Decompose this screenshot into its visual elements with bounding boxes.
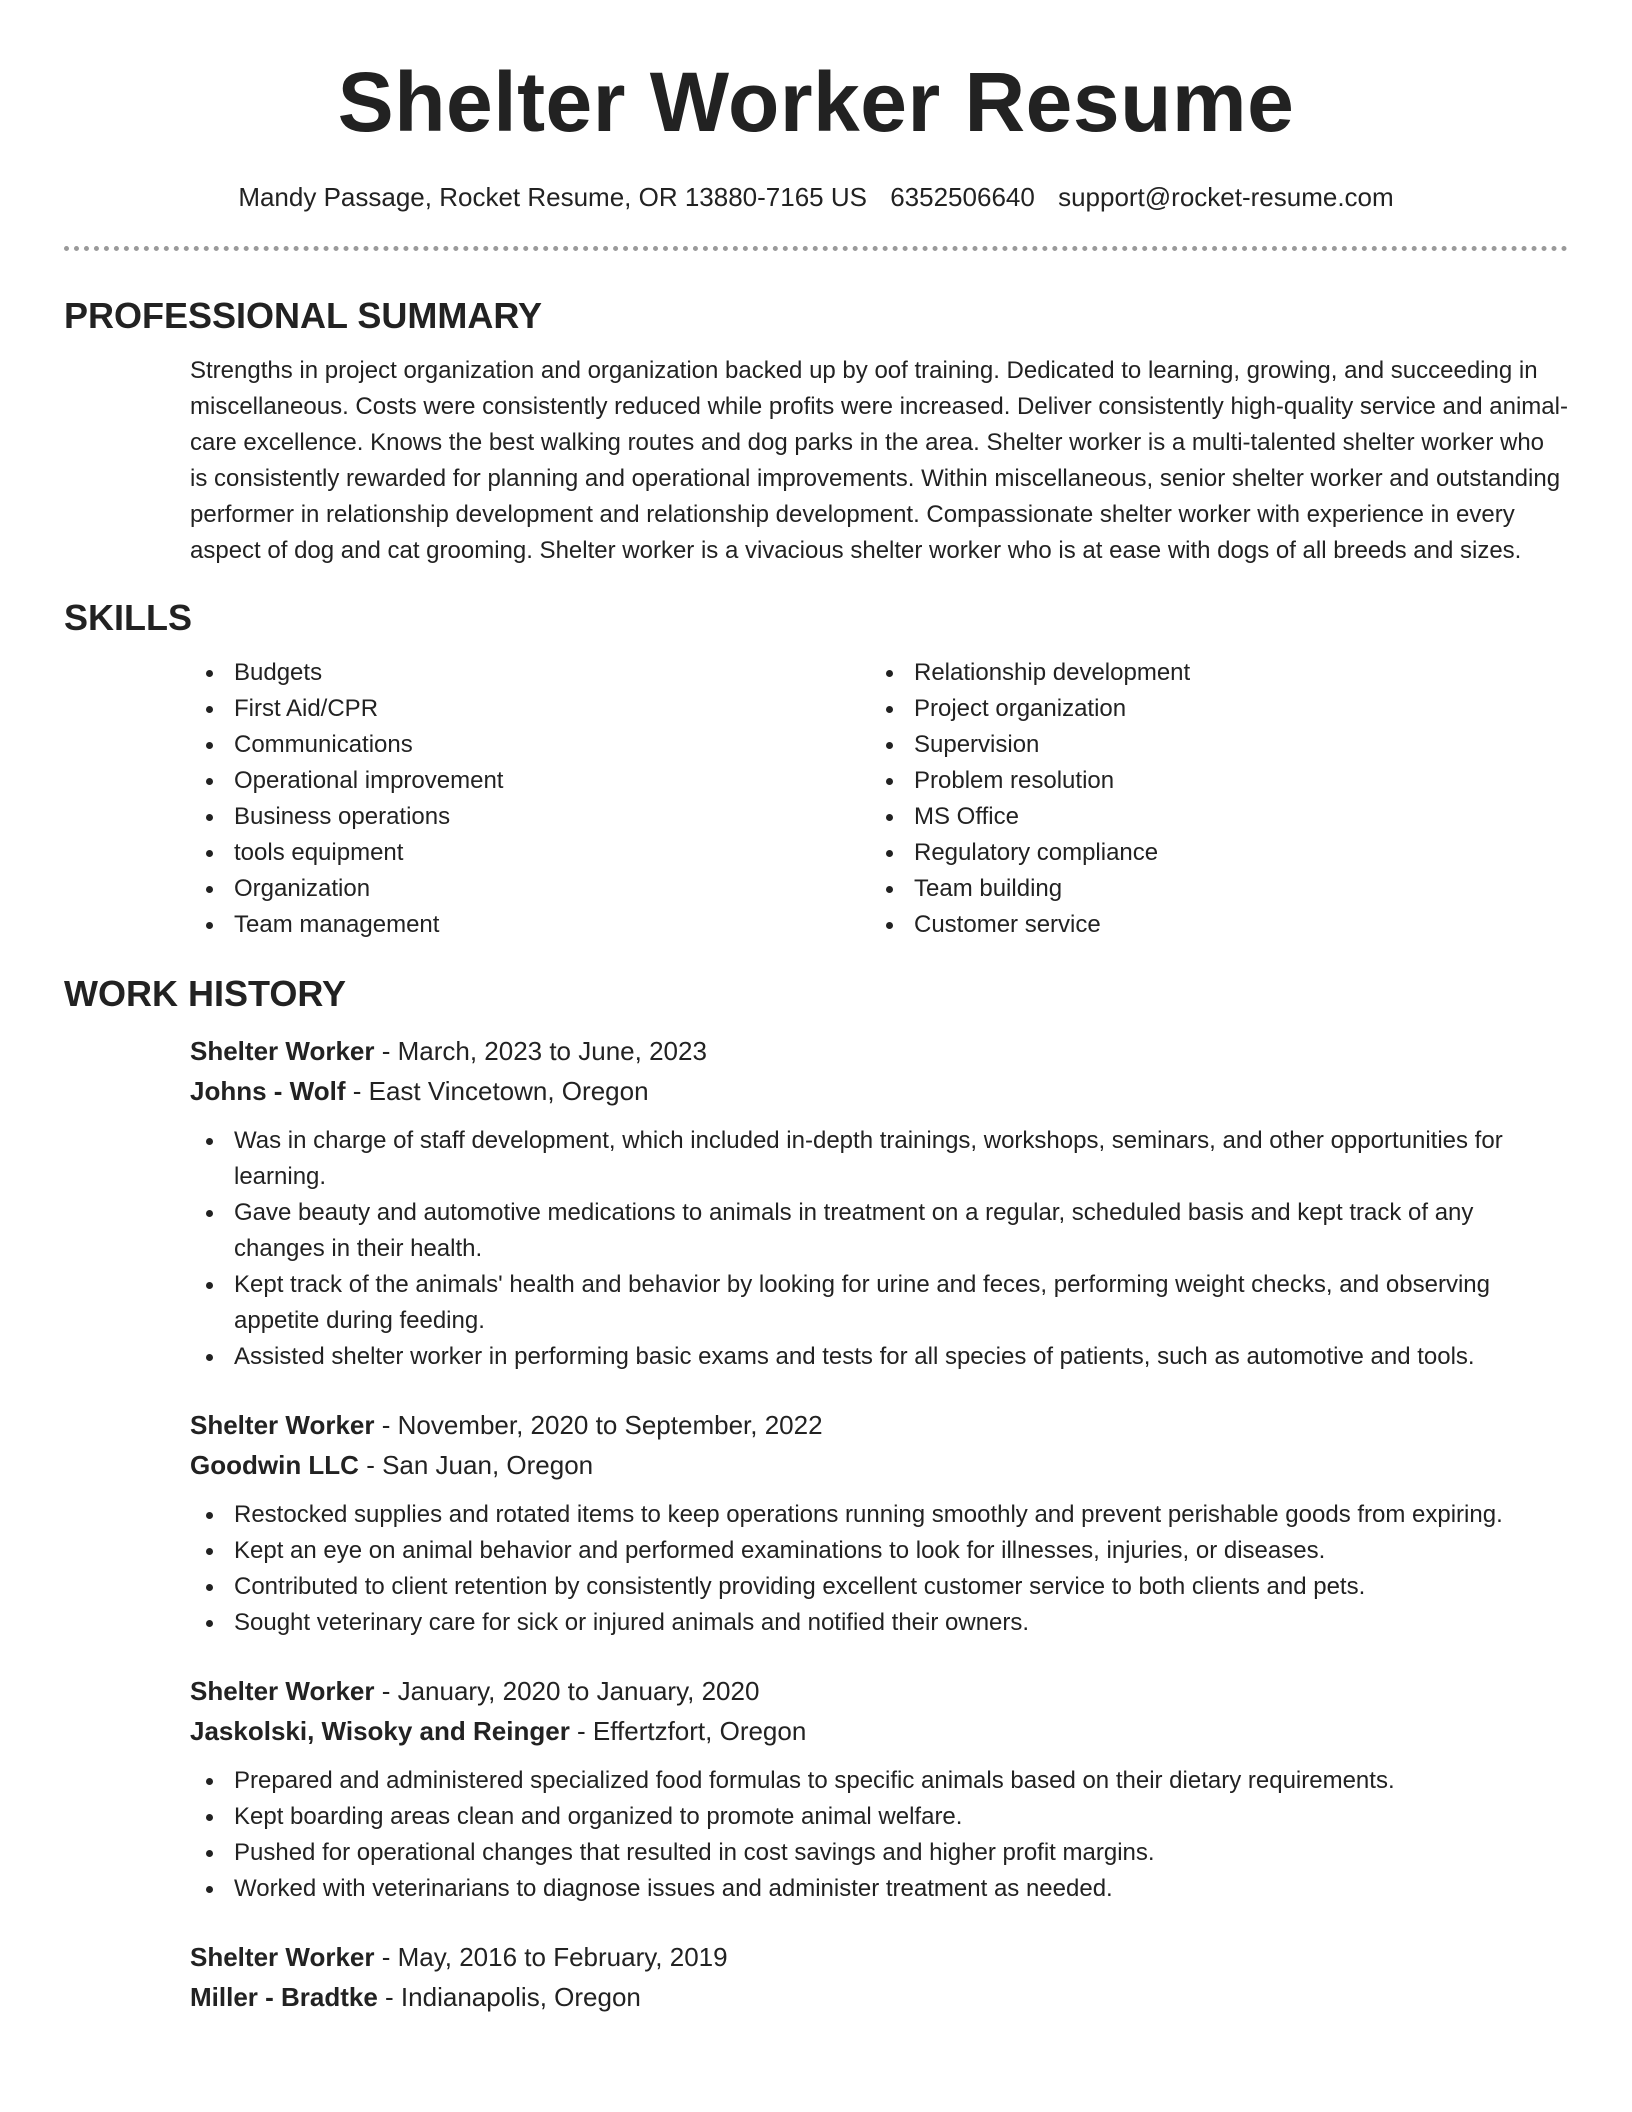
job-title: Shelter Worker bbox=[190, 1036, 375, 1066]
job-title: Shelter Worker bbox=[190, 1676, 375, 1706]
header-divider bbox=[64, 246, 1568, 251]
job-title-line bbox=[190, 1405, 1568, 1445]
skill-item: Organization bbox=[190, 871, 870, 907]
skill-item: Operational improvement bbox=[190, 763, 870, 799]
job-company: Miller - Bradtke bbox=[190, 1982, 378, 2012]
job-title: Shelter Worker bbox=[190, 1942, 375, 1972]
skill-item: tools equipment bbox=[190, 835, 870, 871]
contact-address: Mandy Passage, Rocket Resume, OR 13880-7165 US bbox=[238, 182, 867, 212]
job-entry bbox=[190, 1405, 1568, 1641]
job-location: - Effertzfort, Oregon bbox=[569, 1716, 807, 1746]
duty-item: Restocked supplies and rotated items to keep operations running smoothly and prevent perishable goods from expiring. bbox=[190, 1497, 1568, 1533]
duty-item: Contributed to client retention by consistently providing excellent customer service to both clients and pets. bbox=[190, 1569, 1568, 1605]
duty-item: Kept track of the animals' health and behavior by looking for urine and feces, performing weight checks, and observing appetite during feeding. bbox=[190, 1267, 1568, 1339]
skill-item: Business operations bbox=[190, 799, 870, 835]
job-title-line bbox=[190, 1937, 1568, 1977]
job-location: - East Vincetown, Oregon bbox=[345, 1076, 649, 1106]
skill-item: Team management bbox=[190, 907, 870, 943]
duty-item: Assisted shelter worker in performing basic exams and tests for all species of patients, such as automotive and tools. bbox=[190, 1339, 1568, 1375]
job-location: - Indianapolis, Oregon bbox=[377, 1982, 641, 2012]
job-entry bbox=[190, 1937, 1568, 2017]
job-company: Jaskolski, Wisoky and Reinger bbox=[190, 1716, 570, 1746]
job-company-line bbox=[190, 1711, 1568, 1751]
skill-item: Problem resolution bbox=[870, 763, 1550, 799]
skill-item: Regulatory compliance bbox=[870, 835, 1550, 871]
skill-item: Budgets bbox=[190, 655, 870, 691]
duty-item: Sought veterinary care for sick or injured animals and notified their owners. bbox=[190, 1605, 1568, 1641]
skills-heading: SKILLS bbox=[64, 597, 193, 638]
job-title-line bbox=[190, 1671, 1568, 1711]
job-title: Shelter Worker bbox=[190, 1410, 375, 1440]
summary-heading: PROFESSIONAL SUMMARY bbox=[64, 295, 543, 336]
skill-item: MS Office bbox=[870, 799, 1550, 835]
skill-item: Communications bbox=[190, 727, 870, 763]
job-dates: - November, 2020 to September, 2022 bbox=[374, 1410, 823, 1440]
skills-column-right bbox=[870, 655, 1550, 943]
skill-item: Team building bbox=[870, 871, 1550, 907]
job-dates: - January, 2020 to January, 2020 bbox=[374, 1676, 760, 1706]
duty-item: Kept an eye on animal behavior and performed examinations to look for illnesses, injuries, or diseases. bbox=[190, 1533, 1568, 1569]
job-entry bbox=[190, 1031, 1568, 1375]
duty-item: Prepared and administered specialized food formulas to specific animals based on their dietary requirements. bbox=[190, 1763, 1568, 1799]
summary-text: Strengths in project organization and organization backed up by oof training. Dedicated to learning, growing, and succeeding in miscellaneous. Costs were consistently reduced while profits were increased. Deliver consistently high-quality service and animal-care excellence. Knows the best walking routes and dog parks in the area. Shelter worker is a multi-talented shelter worker who is consistently rewarded for planning and operational improvements. Within miscellaneous, senior shelter worker and outstanding performer in relationship development and relationship development. Compassionate shelter worker with experience in every aspect of dog and cat grooming. Shelter worker is a vivacious shelter worker who is at ease with dogs of all breeds and sizes. bbox=[190, 357, 1568, 564]
duty-item: Was in charge of staff development, which included in-depth trainings, workshops, seminars, and other opportunities for learning. bbox=[190, 1123, 1568, 1195]
contact-info bbox=[64, 178, 1568, 216]
job-dates: - May, 2016 to February, 2019 bbox=[374, 1942, 728, 1972]
job-entry bbox=[190, 1671, 1568, 1907]
skill-item: Project organization bbox=[870, 691, 1550, 727]
job-company: Johns - Wolf bbox=[190, 1076, 346, 1106]
skills-column-left bbox=[190, 655, 870, 943]
contact-phone: 6352506640 bbox=[890, 182, 1035, 212]
job-title-line bbox=[190, 1031, 1568, 1071]
skill-item: Supervision bbox=[870, 727, 1550, 763]
duty-item: Worked with veterinarians to diagnose issues and administer treatment as needed. bbox=[190, 1871, 1568, 1907]
job-duties bbox=[190, 1763, 1568, 1907]
job-company-line bbox=[190, 1071, 1568, 1111]
job-company-line bbox=[190, 1977, 1568, 2017]
skill-item: Relationship development bbox=[870, 655, 1550, 691]
job-duties bbox=[190, 1497, 1568, 1641]
job-company: Goodwin LLC bbox=[190, 1450, 359, 1480]
skills-grid bbox=[190, 655, 1568, 943]
skill-item: Customer service bbox=[870, 907, 1550, 943]
job-company-line bbox=[190, 1445, 1568, 1485]
work-history-heading: WORK HISTORY bbox=[64, 973, 347, 1014]
skill-item: First Aid/CPR bbox=[190, 691, 870, 727]
contact-email: support@rocket-resume.com bbox=[1058, 182, 1394, 212]
resume-title: Shelter Worker Resume bbox=[337, 55, 1295, 149]
job-dates: - March, 2023 to June, 2023 bbox=[374, 1036, 707, 1066]
duty-item: Gave beauty and automotive medications to animals in treatment on a regular, scheduled basis and kept track of any changes in their health. bbox=[190, 1195, 1568, 1267]
job-location: - San Juan, Oregon bbox=[358, 1450, 594, 1480]
duty-item: Pushed for operational changes that resulted in cost savings and higher profit margins. bbox=[190, 1835, 1568, 1871]
duty-item: Kept boarding areas clean and organized to promote animal welfare. bbox=[190, 1799, 1568, 1835]
job-duties bbox=[190, 1123, 1568, 1375]
resume-page bbox=[64, 0, 1568, 2017]
